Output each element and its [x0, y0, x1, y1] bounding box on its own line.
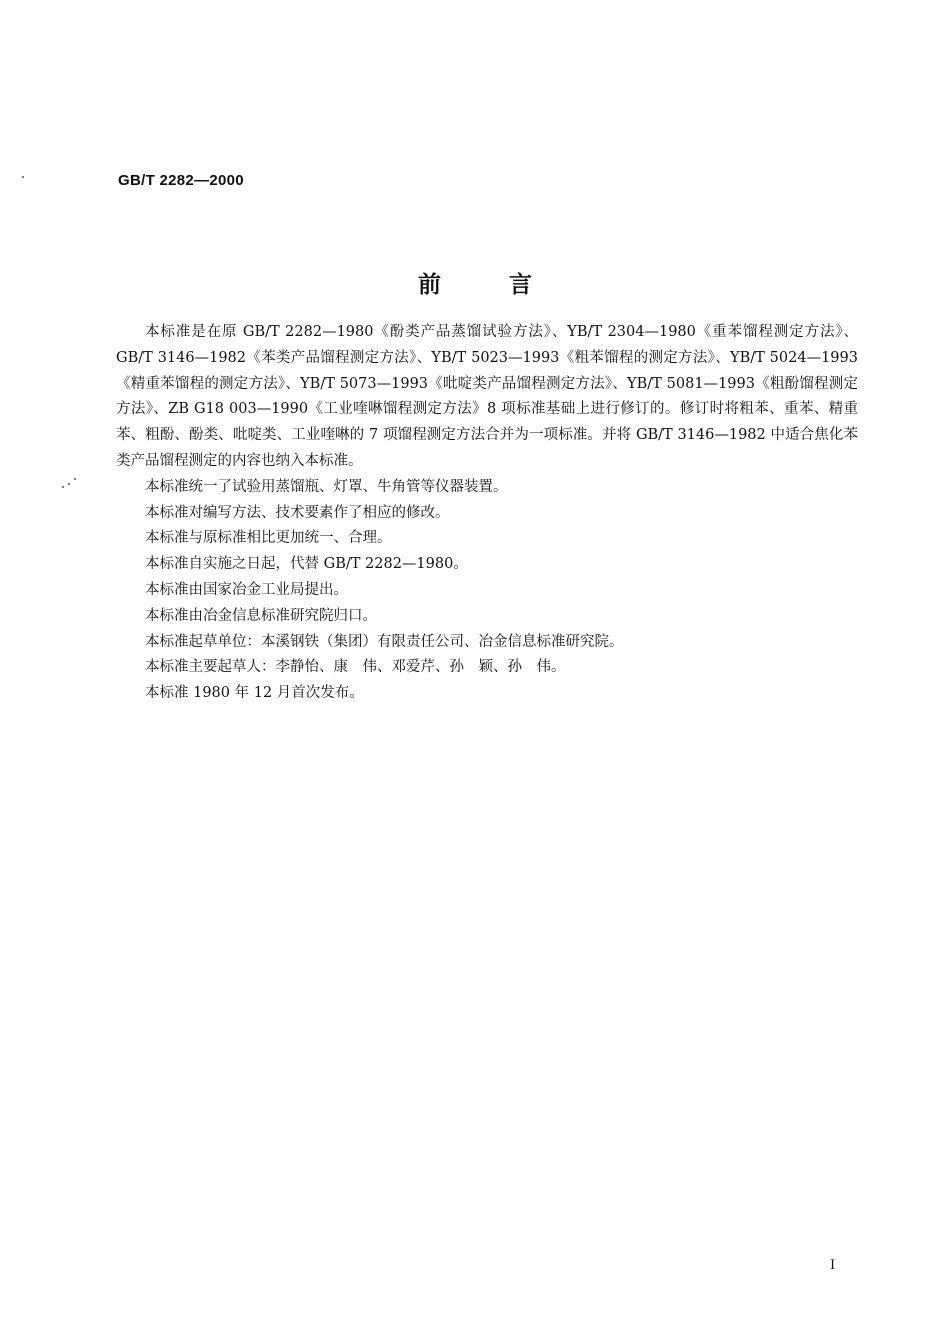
- paragraph-1: 本标准是在原 GB/T 2282—1980《酚类产品蒸馏试验方法》、YB/T 2304—1980《重苯馏程测定方法》、GB/T 3146—1982《苯类产品馏程测定方法》、YB/T 5023—1993《粗苯馏程的测定方法》、YB/T 5024—1993《精重苯馏程的测定方法》、YB/T 5073—1993《吡啶类产品馏程测定方法》、YB/T 5081—1993《粗酚馏程测定方法》、ZB G18 003—1990《工业喹啉馏程测定方法》8 项标准基础上进行修订的。修订时将粗苯、重苯、精重苯、粗酚、酚类、吡啶类、工业喹啉的 7 项馏程测定方法合并为一项标准。并将 GB/T 3146—1982 中适合焦化苯类产品馏程测定的内容也纳入本标准。: [116, 324, 858, 469]
- scan-speck: [22, 176, 24, 178]
- paragraph-7: 本标准由冶金信息标准研究院归口。: [145, 607, 377, 624]
- foreword-body: [116, 320, 858, 707]
- page-title: 前言: [418, 272, 600, 298]
- scan-speck: [74, 478, 76, 480]
- paragraph-6: 本标准由国家冶金工业局提出。: [145, 581, 348, 598]
- scan-speck: [62, 486, 64, 488]
- paragraph-5: 本标准自实施之日起，代替 GB/T 2282—1980。: [145, 556, 468, 573]
- paragraph-2: 本标准统一了试验用蒸馏瓶、灯罩、牛角管等仪器装置。: [145, 478, 508, 495]
- paragraph-9: 本标准主要起草人：李静怡、康 伟、邓爱芹、孙 颖、孙 伟。: [145, 659, 566, 676]
- paragraph-8: 本标准起草单位：本溪钢铁（集团）有限责任公司、冶金信息标准研究院。: [145, 633, 624, 650]
- paragraph-10: 本标准 1980 年 12 月首次发布。: [145, 685, 364, 702]
- paragraph-3: 本标准对编写方法、技术要素作了相应的修改。: [145, 504, 450, 521]
- scan-speck: [68, 483, 70, 485]
- paragraph-4: 本标准与原标准相比更加统一、合理。: [145, 530, 392, 547]
- page-number: I: [830, 1258, 836, 1273]
- standard-code: GB/T 2282—2000: [118, 172, 244, 189]
